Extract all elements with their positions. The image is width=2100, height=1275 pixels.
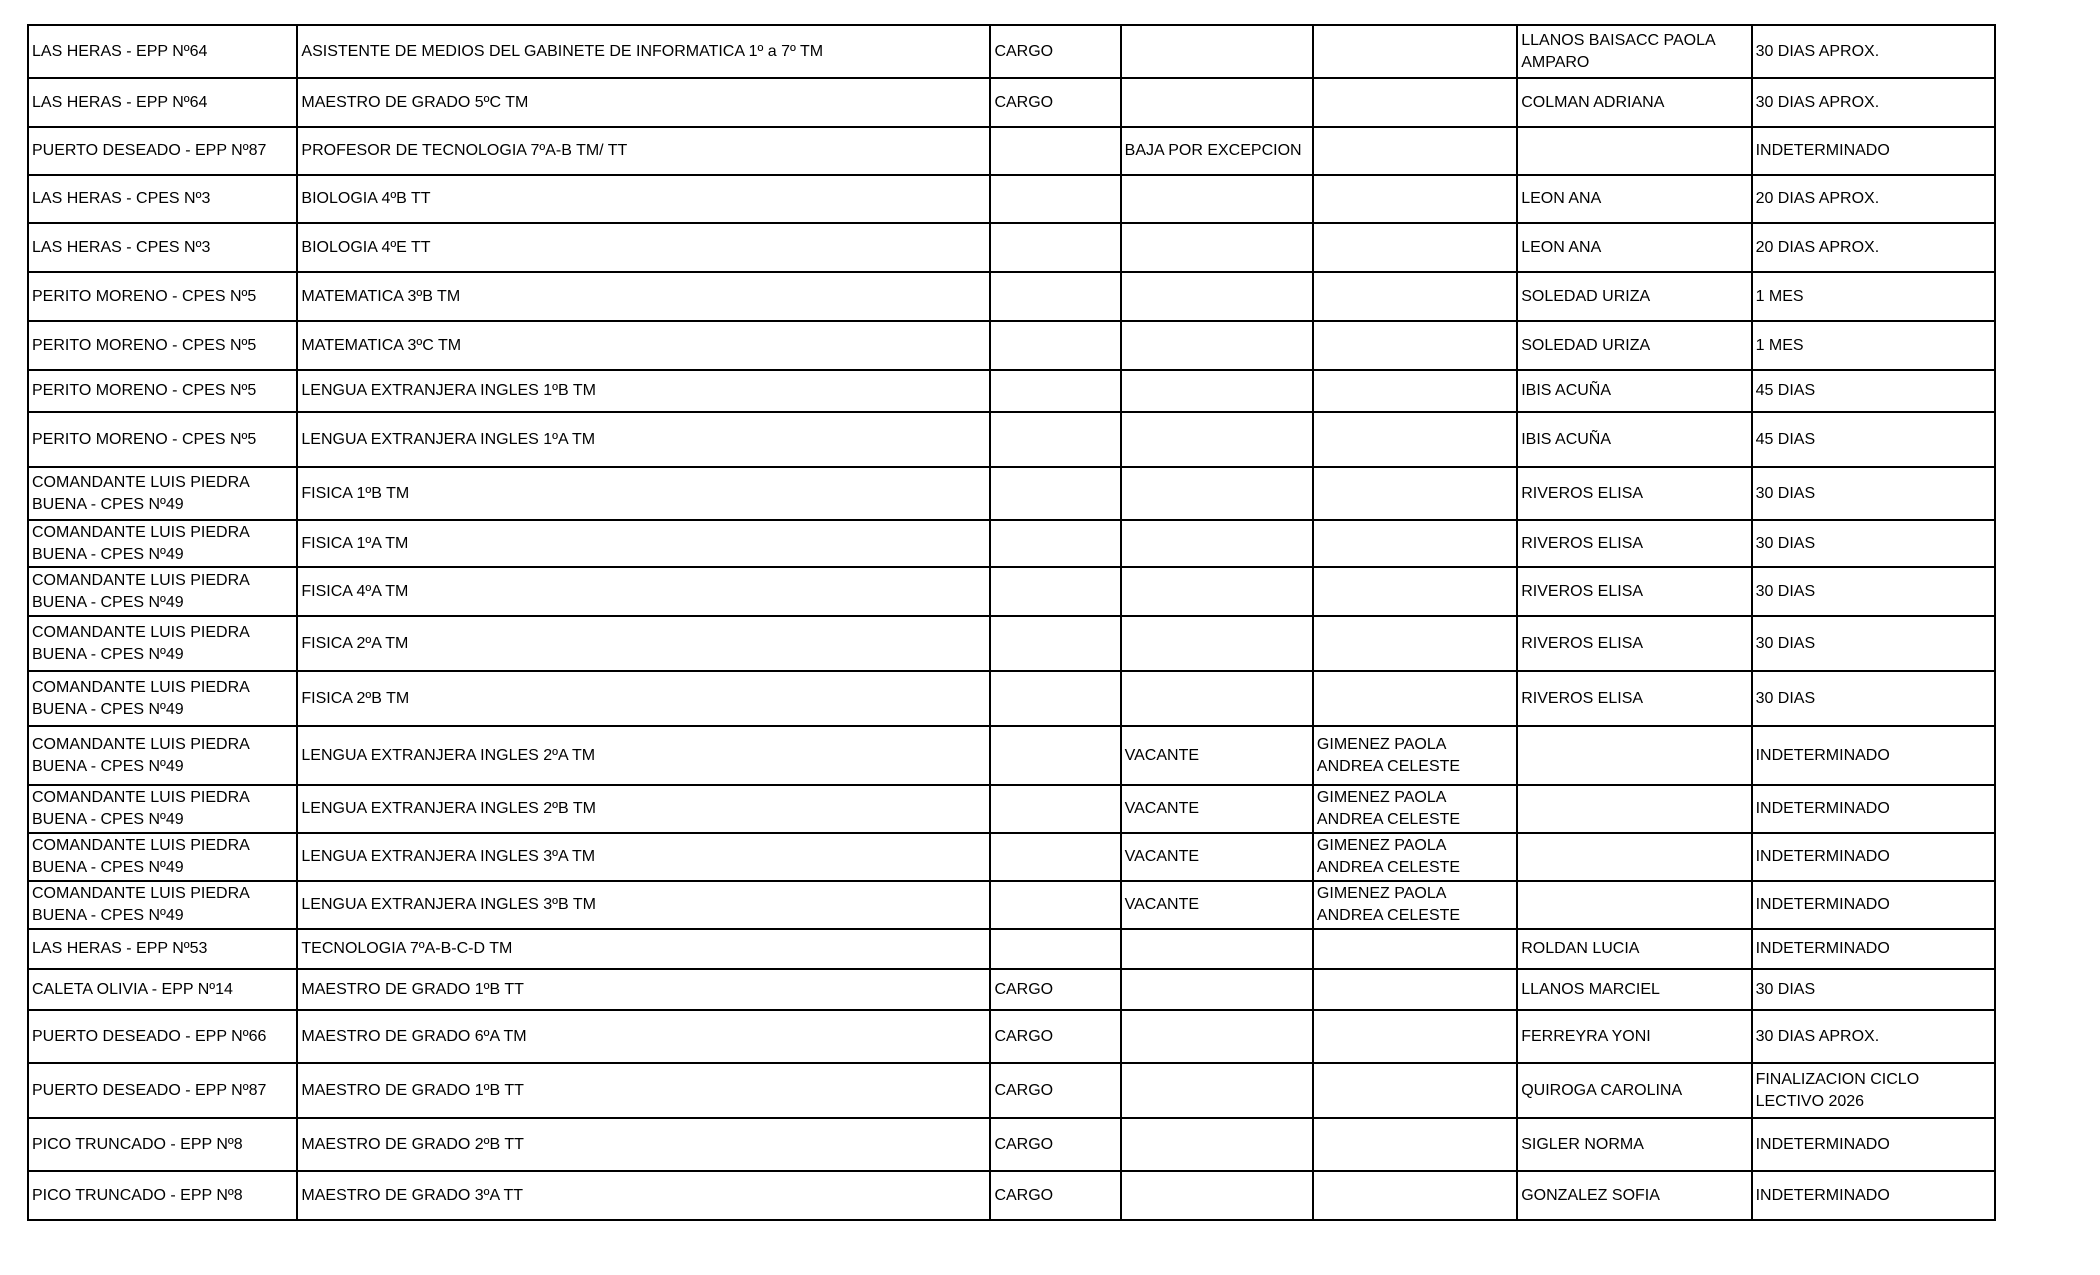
teacher-cell: COLMAN ADRIANA — [1517, 78, 1751, 127]
reason-cell — [1121, 1118, 1313, 1171]
school-cell: COMANDANTE LUIS PIEDRA BUENA - CPES Nº49 — [28, 881, 297, 929]
teacher-cell: GONZALEZ SOFIA — [1517, 1171, 1751, 1220]
replacement-cell — [1313, 1118, 1517, 1171]
table-row — [28, 272, 1995, 321]
teacher-cell — [1517, 127, 1751, 175]
duration-cell: 30 DIAS — [1752, 671, 1995, 726]
duration-cell: 30 DIAS — [1752, 467, 1995, 520]
type-cell — [990, 175, 1120, 223]
reason-cell — [1121, 567, 1313, 616]
type-cell — [990, 785, 1120, 833]
duration-cell: INDETERMINADO — [1752, 833, 1995, 881]
teacher-cell: LLANOS MARCIEL — [1517, 969, 1751, 1010]
subject-cell: LENGUA EXTRANJERA INGLES 3ºB TM — [297, 881, 990, 929]
school-cell: PUERTO DESEADO - EPP Nº87 — [28, 127, 297, 175]
type-cell: CARGO — [990, 1010, 1120, 1063]
teacher-cell: QUIROGA CAROLINA — [1517, 1063, 1751, 1118]
type-cell — [990, 833, 1120, 881]
subject-cell: FISICA 4ºA TM — [297, 567, 990, 616]
table-row — [28, 1171, 1995, 1220]
table-row — [28, 726, 1995, 785]
table-row — [28, 833, 1995, 881]
subject-cell: MATEMATICA 3ºC TM — [297, 321, 990, 370]
subject-cell: MAESTRO DE GRADO 6ºA TM — [297, 1010, 990, 1063]
school-cell: PUERTO DESEADO - EPP Nº66 — [28, 1010, 297, 1063]
subject-cell: FISICA 1ºA TM — [297, 520, 990, 567]
type-cell — [990, 223, 1120, 272]
duration-cell: 30 DIAS APROX. — [1752, 78, 1995, 127]
school-cell: PUERTO DESEADO - EPP Nº87 — [28, 1063, 297, 1118]
teacher-cell — [1517, 833, 1751, 881]
school-cell: PERITO MORENO - CPES Nº5 — [28, 370, 297, 412]
table-row — [28, 785, 1995, 833]
subject-cell: MAESTRO DE GRADO 1ºB TT — [297, 1063, 990, 1118]
school-cell: PERITO MORENO - CPES Nº5 — [28, 412, 297, 467]
subject-cell: MAESTRO DE GRADO 5ºC TM — [297, 78, 990, 127]
replacement-cell — [1313, 321, 1517, 370]
school-cell: PICO TRUNCADO - EPP Nº8 — [28, 1118, 297, 1171]
reason-cell — [1121, 1171, 1313, 1220]
table-row — [28, 881, 1995, 929]
table-row — [28, 671, 1995, 726]
duration-cell: INDETERMINADO — [1752, 785, 1995, 833]
teacher-cell: SOLEDAD URIZA — [1517, 321, 1751, 370]
reason-cell — [1121, 1063, 1313, 1118]
replacement-cell — [1313, 467, 1517, 520]
table-row — [28, 25, 1995, 78]
school-cell: COMANDANTE LUIS PIEDRA BUENA - CPES Nº49 — [28, 785, 297, 833]
replacement-cell — [1313, 969, 1517, 1010]
teacher-cell: ROLDAN LUCIA — [1517, 929, 1751, 969]
type-cell — [990, 616, 1120, 671]
duration-cell: 30 DIAS — [1752, 567, 1995, 616]
replacement-cell: GIMENEZ PAOLA ANDREA CELESTE — [1313, 881, 1517, 929]
subject-cell: BIOLOGIA 4ºE TT — [297, 223, 990, 272]
reason-cell: VACANTE — [1121, 726, 1313, 785]
subject-cell: FISICA 2ºA TM — [297, 616, 990, 671]
teacher-cell: LLANOS BAISACC PAOLA AMPARO — [1517, 25, 1751, 78]
duration-cell: 30 DIAS APROX. — [1752, 25, 1995, 78]
reason-cell — [1121, 969, 1313, 1010]
duration-cell: INDETERMINADO — [1752, 127, 1995, 175]
table-row — [28, 616, 1995, 671]
school-cell: COMANDANTE LUIS PIEDRA BUENA - CPES Nº49 — [28, 833, 297, 881]
duration-cell: 30 DIAS APROX. — [1752, 1010, 1995, 1063]
school-cell: PERITO MORENO - CPES Nº5 — [28, 272, 297, 321]
reason-cell — [1121, 78, 1313, 127]
table-row — [28, 412, 1995, 467]
school-cell: LAS HERAS - EPP Nº64 — [28, 25, 297, 78]
duration-cell: INDETERMINADO — [1752, 1118, 1995, 1171]
duration-cell: 30 DIAS — [1752, 616, 1995, 671]
reason-cell — [1121, 25, 1313, 78]
subject-cell: TECNOLOGIA 7ºA-B-C-D TM — [297, 929, 990, 969]
teacher-cell: IBIS ACUÑA — [1517, 370, 1751, 412]
reason-cell — [1121, 272, 1313, 321]
type-cell: CARGO — [990, 78, 1120, 127]
subject-cell: FISICA 2ºB TM — [297, 671, 990, 726]
replacement-cell — [1313, 520, 1517, 567]
reason-cell — [1121, 321, 1313, 370]
reason-cell — [1121, 520, 1313, 567]
replacement-cell — [1313, 127, 1517, 175]
teacher-cell: SOLEDAD URIZA — [1517, 272, 1751, 321]
teacher-cell: IBIS ACUÑA — [1517, 412, 1751, 467]
duration-cell: 20 DIAS APROX. — [1752, 223, 1995, 272]
type-cell — [990, 272, 1120, 321]
table-row — [28, 127, 1995, 175]
reason-cell — [1121, 929, 1313, 969]
school-cell: LAS HERAS - CPES Nº3 — [28, 175, 297, 223]
school-cell: PICO TRUNCADO - EPP Nº8 — [28, 1171, 297, 1220]
teacher-cell: RIVEROS ELISA — [1517, 671, 1751, 726]
replacement-cell: GIMENEZ PAOLA ANDREA CELESTE — [1313, 785, 1517, 833]
subject-cell: LENGUA EXTRANJERA INGLES 3ºA TM — [297, 833, 990, 881]
school-cell: COMANDANTE LUIS PIEDRA BUENA - CPES Nº49 — [28, 520, 297, 567]
type-cell — [990, 467, 1120, 520]
replacement-cell: GIMENEZ PAOLA ANDREA CELESTE — [1313, 833, 1517, 881]
type-cell — [990, 321, 1120, 370]
type-cell: CARGO — [990, 25, 1120, 78]
type-cell — [990, 726, 1120, 785]
school-cell: COMANDANTE LUIS PIEDRA BUENA - CPES Nº49 — [28, 616, 297, 671]
subject-cell: LENGUA EXTRANJERA INGLES 1ºA TM — [297, 412, 990, 467]
teacher-cell: LEON ANA — [1517, 175, 1751, 223]
school-cell: LAS HERAS - EPP Nº64 — [28, 78, 297, 127]
teacher-cell: SIGLER NORMA — [1517, 1118, 1751, 1171]
duration-cell: INDETERMINADO — [1752, 1171, 1995, 1220]
replacement-cell — [1313, 223, 1517, 272]
table-row — [28, 175, 1995, 223]
replacement-cell: GIMENEZ PAOLA ANDREA CELESTE — [1313, 726, 1517, 785]
type-cell: CARGO — [990, 969, 1120, 1010]
duration-cell: 1 MES — [1752, 321, 1995, 370]
subject-cell: BIOLOGIA 4ºB TT — [297, 175, 990, 223]
school-cell: CALETA OLIVIA - EPP Nº14 — [28, 969, 297, 1010]
replacement-cell — [1313, 1010, 1517, 1063]
subject-cell: FISICA 1ºB TM — [297, 467, 990, 520]
reason-cell: VACANTE — [1121, 881, 1313, 929]
teacher-cell: LEON ANA — [1517, 223, 1751, 272]
table-row — [28, 370, 1995, 412]
replacement-cell — [1313, 78, 1517, 127]
table-row — [28, 929, 1995, 969]
school-cell: LAS HERAS - CPES Nº3 — [28, 223, 297, 272]
reason-cell — [1121, 467, 1313, 520]
duration-cell: 30 DIAS — [1752, 969, 1995, 1010]
teacher-cell: FERREYRA YONI — [1517, 1010, 1751, 1063]
subject-cell: LENGUA EXTRANJERA INGLES 2ºB TM — [297, 785, 990, 833]
subject-cell: MAESTRO DE GRADO 2ºB TT — [297, 1118, 990, 1171]
replacement-cell — [1313, 25, 1517, 78]
replacement-cell — [1313, 370, 1517, 412]
type-cell — [990, 127, 1120, 175]
table-row — [28, 969, 1995, 1010]
duration-cell: 45 DIAS — [1752, 370, 1995, 412]
duration-cell: FINALIZACION CICLO LECTIVO 2026 — [1752, 1063, 1995, 1118]
reason-cell — [1121, 412, 1313, 467]
teacher-cell — [1517, 881, 1751, 929]
school-cell: COMANDANTE LUIS PIEDRA BUENA - CPES Nº49 — [28, 567, 297, 616]
school-cell: PERITO MORENO - CPES Nº5 — [28, 321, 297, 370]
duration-cell: 45 DIAS — [1752, 412, 1995, 467]
subject-cell: PROFESOR DE TECNOLOGIA 7ºA-B TM/ TT — [297, 127, 990, 175]
duration-cell: 1 MES — [1752, 272, 1995, 321]
school-cell: LAS HERAS - EPP Nº53 — [28, 929, 297, 969]
subject-cell: MAESTRO DE GRADO 1ºB TT — [297, 969, 990, 1010]
table-row — [28, 1063, 1995, 1118]
teacher-cell: RIVEROS ELISA — [1517, 616, 1751, 671]
subject-cell: MATEMATICA 3ºB TM — [297, 272, 990, 321]
replacement-cell — [1313, 929, 1517, 969]
table-row — [28, 1118, 1995, 1171]
reason-cell — [1121, 223, 1313, 272]
subject-cell: LENGUA EXTRANJERA INGLES 1ºB TM — [297, 370, 990, 412]
replacement-cell — [1313, 412, 1517, 467]
replacement-cell — [1313, 616, 1517, 671]
reason-cell: BAJA POR EXCEPCION — [1121, 127, 1313, 175]
teacher-cell — [1517, 785, 1751, 833]
type-cell — [990, 929, 1120, 969]
replacement-cell — [1313, 272, 1517, 321]
school-cell: COMANDANTE LUIS PIEDRA BUENA - CPES Nº49 — [28, 467, 297, 520]
spreadsheet-sheet — [27, 24, 1996, 1221]
teacher-cell: RIVEROS ELISA — [1517, 467, 1751, 520]
subject-cell: LENGUA EXTRANJERA INGLES 2ºA TM — [297, 726, 990, 785]
table-row — [28, 567, 1995, 616]
duration-cell: INDETERMINADO — [1752, 929, 1995, 969]
type-cell — [990, 412, 1120, 467]
teacher-cell: RIVEROS ELISA — [1517, 520, 1751, 567]
duration-cell: INDETERMINADO — [1752, 881, 1995, 929]
replacement-cell — [1313, 1171, 1517, 1220]
duration-cell: INDETERMINADO — [1752, 726, 1995, 785]
school-cell: COMANDANTE LUIS PIEDRA BUENA - CPES Nº49 — [28, 726, 297, 785]
subject-cell: MAESTRO DE GRADO 3ºA TT — [297, 1171, 990, 1220]
replacement-cell — [1313, 567, 1517, 616]
type-cell — [990, 671, 1120, 726]
teacher-cell: RIVEROS ELISA — [1517, 567, 1751, 616]
replacement-cell — [1313, 175, 1517, 223]
table-row — [28, 1010, 1995, 1063]
type-cell: CARGO — [990, 1063, 1120, 1118]
reason-cell — [1121, 1010, 1313, 1063]
table-row — [28, 223, 1995, 272]
type-cell — [990, 370, 1120, 412]
duration-cell: 30 DIAS — [1752, 520, 1995, 567]
reason-cell: VACANTE — [1121, 833, 1313, 881]
type-cell — [990, 567, 1120, 616]
reason-cell — [1121, 370, 1313, 412]
type-cell — [990, 881, 1120, 929]
reason-cell — [1121, 616, 1313, 671]
teacher-cell — [1517, 726, 1751, 785]
reason-cell — [1121, 671, 1313, 726]
type-cell: CARGO — [990, 1171, 1120, 1220]
replacement-cell — [1313, 671, 1517, 726]
type-cell: CARGO — [990, 1118, 1120, 1171]
subject-cell: ASISTENTE DE MEDIOS DEL GABINETE DE INFORMATICA 1º a 7º TM — [297, 25, 990, 78]
school-cell: COMANDANTE LUIS PIEDRA BUENA - CPES Nº49 — [28, 671, 297, 726]
replacement-cell — [1313, 1063, 1517, 1118]
table-row — [28, 321, 1995, 370]
duration-cell: 20 DIAS APROX. — [1752, 175, 1995, 223]
table-row — [28, 520, 1995, 567]
type-cell — [990, 520, 1120, 567]
table-body — [28, 25, 1995, 1220]
table-row — [28, 467, 1995, 520]
table-row — [28, 78, 1995, 127]
reason-cell — [1121, 175, 1313, 223]
vacancies-table — [27, 24, 1996, 1221]
reason-cell: VACANTE — [1121, 785, 1313, 833]
